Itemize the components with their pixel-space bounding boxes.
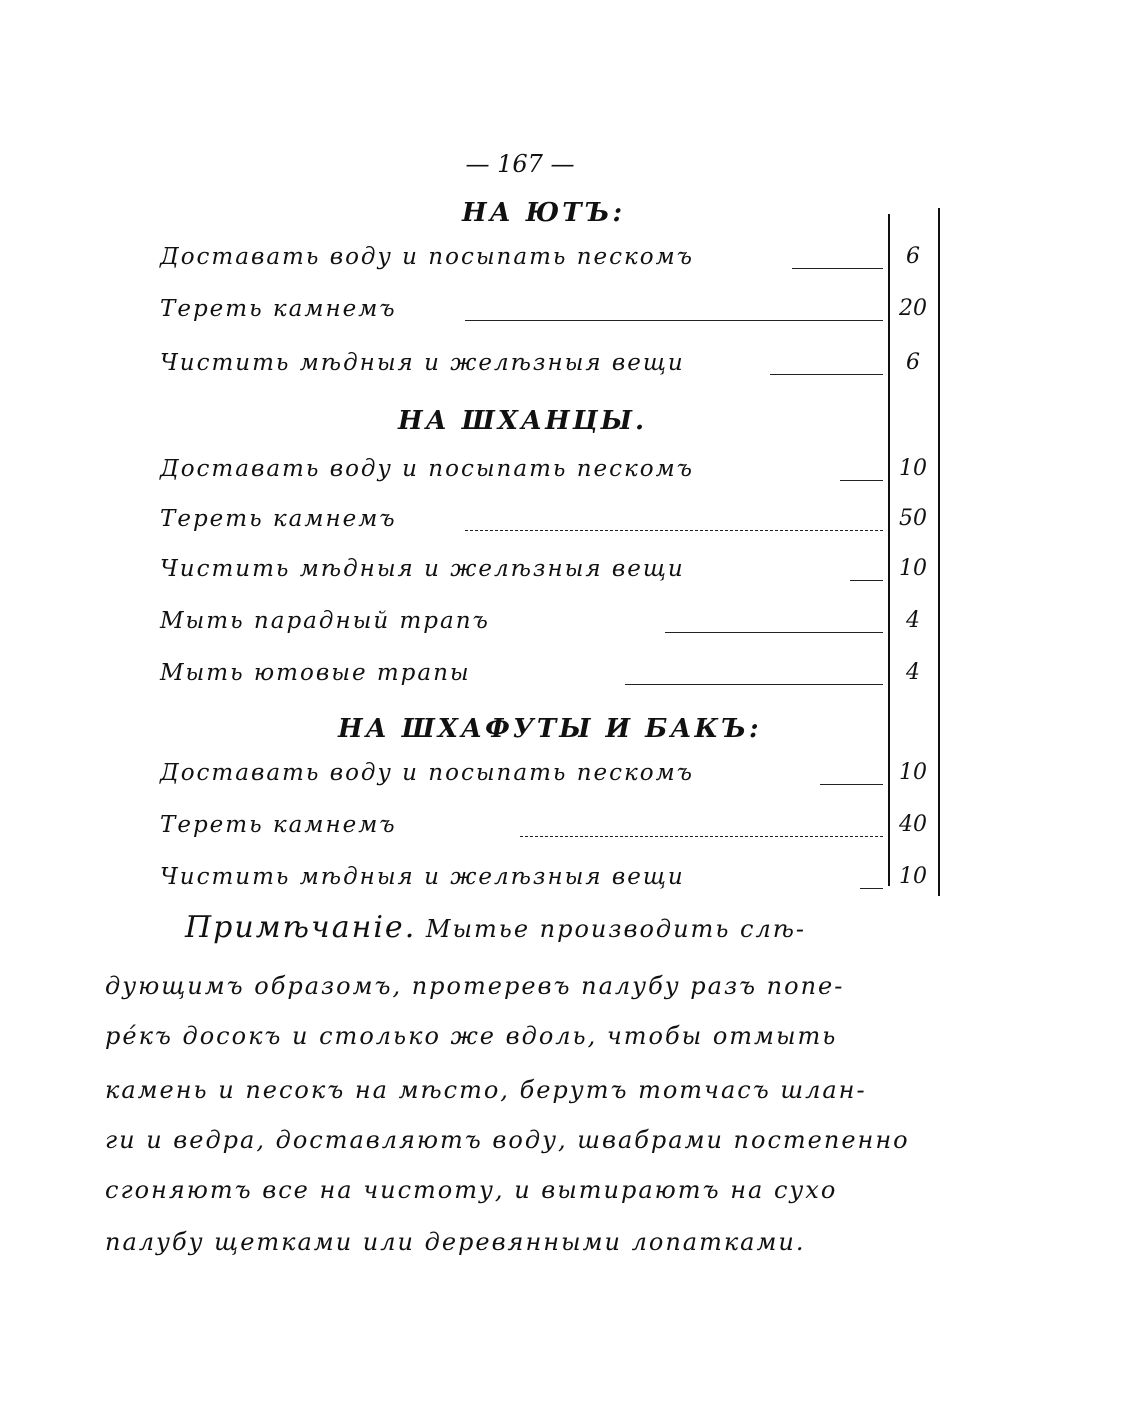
- row-label: Доставать воду и посыпать пескомъ: [160, 244, 695, 270]
- leader-line: [465, 320, 883, 321]
- list-item: [160, 756, 935, 796]
- list-item: [160, 656, 935, 696]
- row-value: 10: [899, 456, 927, 481]
- section-title-shkhafuty-bak: НА ШХАФУТЫ И БАКЪ:: [338, 714, 762, 744]
- note-line: сгоняютъ все на чистоту, и вытираютъ на сухо: [105, 1176, 838, 1204]
- note-line: дующимъ образомъ, протеревъ палубу разъ попе-: [105, 972, 845, 1000]
- note-line: ре́къ досокъ и столько же вдоль, чтобы отмыть: [105, 1022, 838, 1050]
- tally-rule-right: [938, 208, 940, 896]
- leader-line: [770, 374, 883, 375]
- row-label: Тереть камнемъ: [160, 506, 397, 532]
- row-value: 50: [899, 506, 927, 531]
- leader-line: [840, 480, 883, 481]
- row-label: Чистить мѣдныя и желѣзныя вещи: [160, 350, 685, 376]
- section-title-yut: НА ЮТЪ:: [462, 198, 626, 228]
- row-label: Тереть камнемъ: [160, 812, 397, 838]
- list-item: [160, 292, 935, 332]
- leader-line: [850, 580, 883, 581]
- row-label: Мыть ютовые трапы: [160, 660, 471, 686]
- list-item: [160, 502, 935, 542]
- row-label: Мыть парадный трапъ: [160, 608, 490, 634]
- row-label: Доставать воду и посыпать пескомъ: [160, 760, 695, 786]
- section-title-shkhantsy: НА ШХАНЦЫ.: [398, 406, 648, 436]
- note-text: Мытье производить слѣ-: [425, 915, 807, 943]
- row-value: 10: [899, 760, 927, 785]
- row-value: 4: [906, 660, 920, 685]
- note-line: [185, 910, 1035, 945]
- row-value: 40: [899, 812, 927, 837]
- list-item: [160, 240, 935, 280]
- list-item: [160, 808, 935, 848]
- leader-line: [792, 268, 883, 269]
- list-item: [160, 860, 935, 900]
- row-label: Чистить мѣдныя и желѣзныя вещи: [160, 864, 685, 890]
- row-value: 10: [899, 864, 927, 889]
- list-item: [160, 552, 935, 592]
- note-line: палубу щетками или деревянными лопатками.: [105, 1228, 806, 1256]
- leader-line: [625, 684, 883, 685]
- leader-line: [820, 784, 883, 785]
- row-value: 4: [906, 608, 920, 633]
- row-value: 6: [906, 350, 920, 375]
- leader-line: [465, 530, 883, 531]
- note-line: ги и ведра, доставляютъ воду, швабрами постепенно: [105, 1126, 910, 1154]
- leader-line: [665, 632, 883, 633]
- list-item: [160, 346, 935, 386]
- page-number: — 167 —: [465, 150, 575, 178]
- row-label: Тереть камнемъ: [160, 296, 397, 322]
- list-item: [160, 604, 935, 644]
- row-label: Доставать воду и посыпать пескомъ: [160, 456, 695, 482]
- row-value: 6: [906, 244, 920, 269]
- leader-line: [860, 888, 883, 889]
- note-line: камень и песокъ на мѣсто, берутъ тотчасъ шлан-: [105, 1076, 867, 1104]
- row-value: 10: [899, 556, 927, 581]
- row-value: 20: [899, 296, 927, 321]
- row-label: Чистить мѣдныя и желѣзныя вещи: [160, 556, 685, 582]
- leader-line: [520, 836, 883, 837]
- list-item: [160, 452, 935, 492]
- note-heading: Примѣчаніе.: [185, 910, 417, 945]
